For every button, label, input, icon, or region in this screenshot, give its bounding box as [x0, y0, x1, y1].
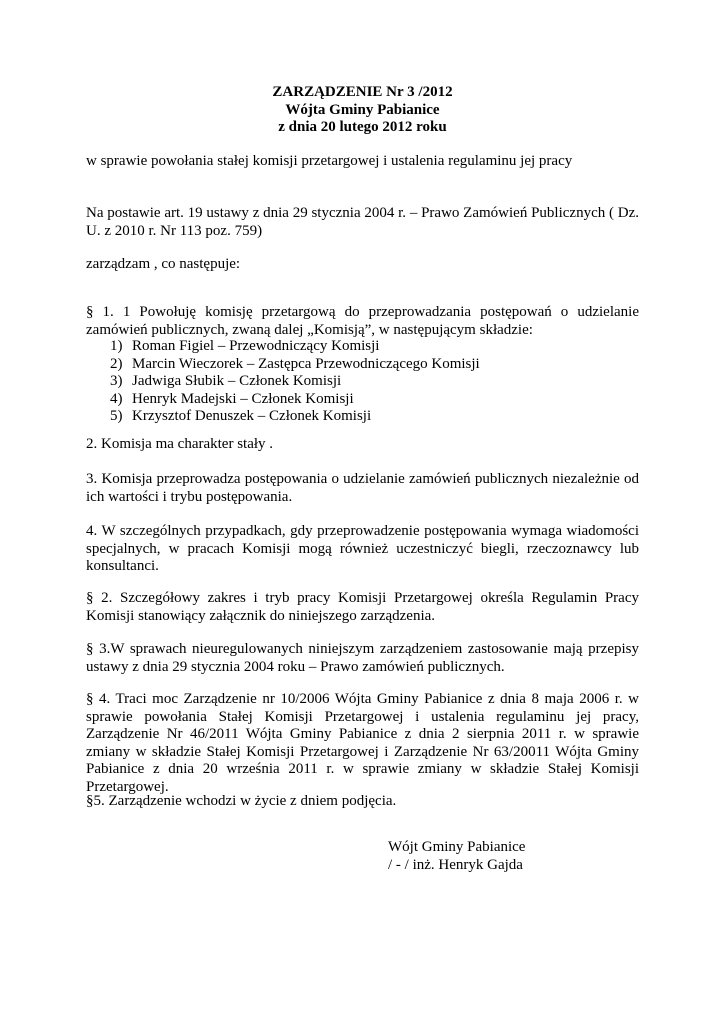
list-item: [110, 391, 480, 409]
list-item-text: Roman Figiel – Przewodniczący Komisji: [132, 338, 380, 354]
list-item: [110, 373, 480, 391]
legal-basis: Na postawie art. 19 ustawy z dnia 29 stycznia 2004 r. – Prawo Zamówień Publicznych ( Dz. U. z 2010 r. Nr 113 poz. 759): [86, 205, 639, 239]
section-5: §5. Zarządzenie wchodzi w życie z dniem podjęcia.: [86, 793, 397, 809]
document-title: ZARZĄDZENIE Nr 3 /2012: [272, 84, 453, 100]
list-item-text: Henryk Madejski – Członek Komisji: [132, 390, 354, 407]
list-item-text: Krzysztof Denuszek – Członek Komisji: [132, 408, 372, 424]
list-item-number: 5): [110, 408, 123, 424]
list-item-text: Jadwiga Słubik – Członek Komisji: [132, 373, 342, 389]
signature-role: Wójt Gminy Pabianice: [388, 839, 526, 855]
list-item-number: 1): [110, 338, 123, 354]
document-subject: w sprawie powołania stałej komisji przetargowej i ustalenia regulaminu jej pracy: [86, 153, 573, 169]
section-1-point-3: 3. Komisja przeprowadza postępowania o udzielanie zamówień publicznych niezależnie od ich wartości i trybu postępowania.: [86, 471, 639, 505]
section-1-point-2: 2. Komisja ma charakter stały .: [86, 436, 274, 452]
list-item-text: Marcin Wieczorek – Zastępca Przewodniczącego Komisji: [132, 355, 480, 372]
list-item: [110, 356, 480, 374]
signature-name: / - / inż. Henryk Gajda: [388, 856, 523, 873]
section-1-point-4: 4. W szczególnych przypadkach, gdy przeprowadzenie postępowania wymaga wiadomości specjalnych, w pracach Komisji mogą również uczestniczyć biegli, rzeczoznawcy lub konsultanci.: [86, 523, 639, 574]
list-item: [110, 408, 480, 426]
section-4: § 4. Traci moc Zarządzenie nr 10/2006 Wójta Gminy Pabianice z dnia 8 maja 2006 r. w sprawie powołania Stałej Komisji Przetargowej i ustalenia regulaminu jej pracy, Zarządzenie Nr 46/2011 Wójta Gminy Pabianice z dnia 2 sierpnia 2011 r. w sprawie zmiany w składzie Stałej Komisji Przetargowej i Zarządzenie Nr 63/20011 Wójta Gminy Pabianice z dnia 20 września 2011 r. w sprawie zmiany w składzie Stałej Komisji Przetargowej.: [86, 691, 639, 795]
list-item-number: 2): [110, 355, 123, 372]
section-2: § 2. Szczegółowy zakres i tryb pracy Komisji Przetargowej określa Regulamin Pracy Komisji stanowiący załącznik do niniejszego zarządzenia.: [86, 590, 639, 624]
list-item-number: 4): [110, 390, 123, 407]
section-1-intro: § 1. 1 Powołuję komisję przetargową do przeprowadzania postępowań o udzielanie zamówień publicznych, zwaną dalej „Komisją”, w następującym składzie:: [86, 304, 639, 338]
list-item: [110, 338, 480, 356]
document-issuer: Wójta Gminy Pabianice: [285, 101, 440, 118]
signature-block: [388, 839, 525, 874]
document-date: z dnia 20 lutego 2012 roku: [278, 119, 447, 135]
committee-members-list: [110, 338, 480, 426]
document-header: [0, 84, 725, 137]
list-item-number: 3): [110, 373, 123, 389]
section-3: § 3.W sprawach nieuregulowanych niniejszym zarządzeniem zastosowanie mają przepisy ustawy z dnia 29 stycznia 2004 roku – Prawo zamówień publicznych.: [86, 641, 639, 675]
decree-statement: zarządzam , co następuje:: [86, 256, 241, 272]
